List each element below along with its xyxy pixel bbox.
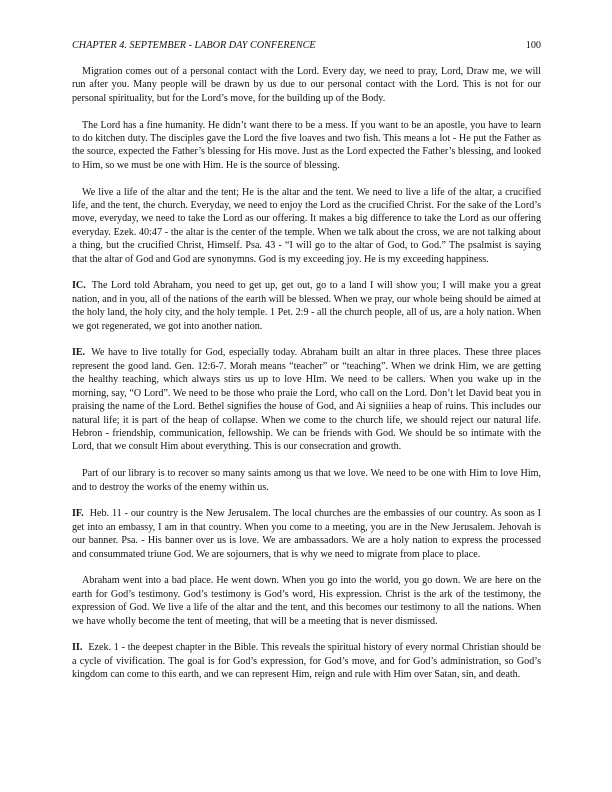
paragraph-text: We have to live totally for God, especially today. Abraham built an altar in three places. These three places represent the good land. Gen. 12:6-7. Morah means “teacher” or “teaching”. When we drink Him, we are getting the healthy teaching, which always stirs us up to love HIm. We need to be callers. When you wake up in the morning, say, “O Lord”. We need to be those who praie the Lord, who call on the Lord. Don’t let David beat you in praising the name of the Lord. Bethel signifies the house of God, and Ai signiiies a heap of ruins. This includes our natural life; it is part of the heap of collapse. When we come to the church life, we should reject our natural life. Hebron - friendship, communication, fellowship. We can be friends with God. We should be so intimate with the Lord, that we consult Him about everything. This is our consecration and growth.	[72, 347, 541, 453]
chapter-title: CHAPTER 4. SEPTEMBER - LABOR DAY CONFERENCE	[72, 40, 316, 51]
paragraph-text: Part of our library is to recover so many saints among us that we love. We need to be one with Him to love Him, and to destroy the works of the enemy within us.	[72, 468, 541, 493]
paragraph	[72, 186, 541, 266]
section-label: IC.	[72, 280, 86, 292]
paragraph-text: Abraham went into a bad place. He went down. When you go into the world, you go down. We are here on the earth for God’s testimony. God’s testimony is God’s word, His expression. Christ is the ark of the testimony, the expression of God. We live a life of the altar and the tent, and this becomes our testimony to all the nations. When we have wholly become the tent of meeting, that will be a meeting that is never dismissed.	[72, 575, 541, 627]
paragraph	[72, 119, 541, 173]
paragraph-text: We live a life of the altar and the tent; He is the altar and the tent. We need to live a life of the altar, a crucified life, and the tent, the church. Everyday, we need to enjoy the Lord as the crucified Christ. For the sake of the Lord’s move, everyday, we need to take the Lord as our offering. It makes a big difference to take the Lord as our offering everyday. Ezek. 40:47 - the altar is the center of the temple. When we talk about the cross, we are not talking about a thing, but the crucified Christ, Himself. Psa. 43 - “I will go to the altar of God, to God.” The psalmist is saying that the altar of God and God are synonymns. God is my exceeding joy. He is my exceeding happiness.	[72, 186, 541, 265]
paragraph-text: The Lord told Abraham, you need to get up, get out, go to a land I will show you; I will make you a great nation, and in you, all of the nations of the earth will be blessed. When we pray, our whole being should be aimed at the holy land, the holy city, and the holy temple. 1 Pet. 2:9 - all the church people, all of us, are a holy nation. When we got regenerated, we got into another nation.	[72, 280, 541, 332]
section-paragraph-ic	[72, 279, 541, 333]
running-header	[72, 40, 541, 54]
section-paragraph-if	[72, 507, 541, 561]
section-paragraph-ii	[72, 641, 541, 681]
paragraph-text: Ezek. 1 - the deepest chapter in the Bible. This reveals the spiritual history of every normal Christian should be a cycle of vivification. The goal is for God’s expression, for God’s move, and for God’s administration, so God’s kingdom can come to this earth, and we can represent Him, reign and rule with Him over Satan, sin, and death.	[72, 642, 541, 681]
paragraph	[72, 467, 541, 494]
paragraph-text: Heb. 11 - our country is the New Jerusalem. The local churches are the embassies of our country. As soon as I get into an embassy, I am in that country. When you come to a meeting, you are in the New Jerusalem. Jehovah is our banner. Psa. - His banner over us is love. We are ambassadors. We are a holy nation to express the processed and consummated triune God. We are sojourners, that is why we need to migrate from place to place.	[72, 508, 541, 560]
page-body	[72, 65, 541, 695]
paragraph-text: The Lord has a fine humanity. He didn’t want there to be a mess. If you want to be an apostle, you have to learn to do kitchen duty. The disciples gave the Lord the five loaves and two fish. This means a lot - He put the Father as the source, expected the Father’s blessing for His move. Just as the Lord expected the Father’s blessing, and looked to Him, so we must be one with Him. He is the source of blessing.	[72, 119, 541, 171]
page-number: 100	[525, 40, 541, 51]
section-paragraph-ie	[72, 346, 541, 453]
paragraph	[72, 65, 541, 105]
section-label: IE.	[72, 347, 86, 359]
section-label: IF.	[72, 508, 84, 520]
paragraph	[72, 574, 541, 628]
section-label: II.	[72, 642, 83, 654]
paragraph-text: Migration comes out of a personal contact with the Lord. Every day, we need to pray, Lord, Draw me, we will run after you. Many people will be drawn by us due to our personal contact with the Lord. This is not for our personal spirituality, but for the Lord’s move, for the building up of the Body.	[72, 66, 541, 104]
